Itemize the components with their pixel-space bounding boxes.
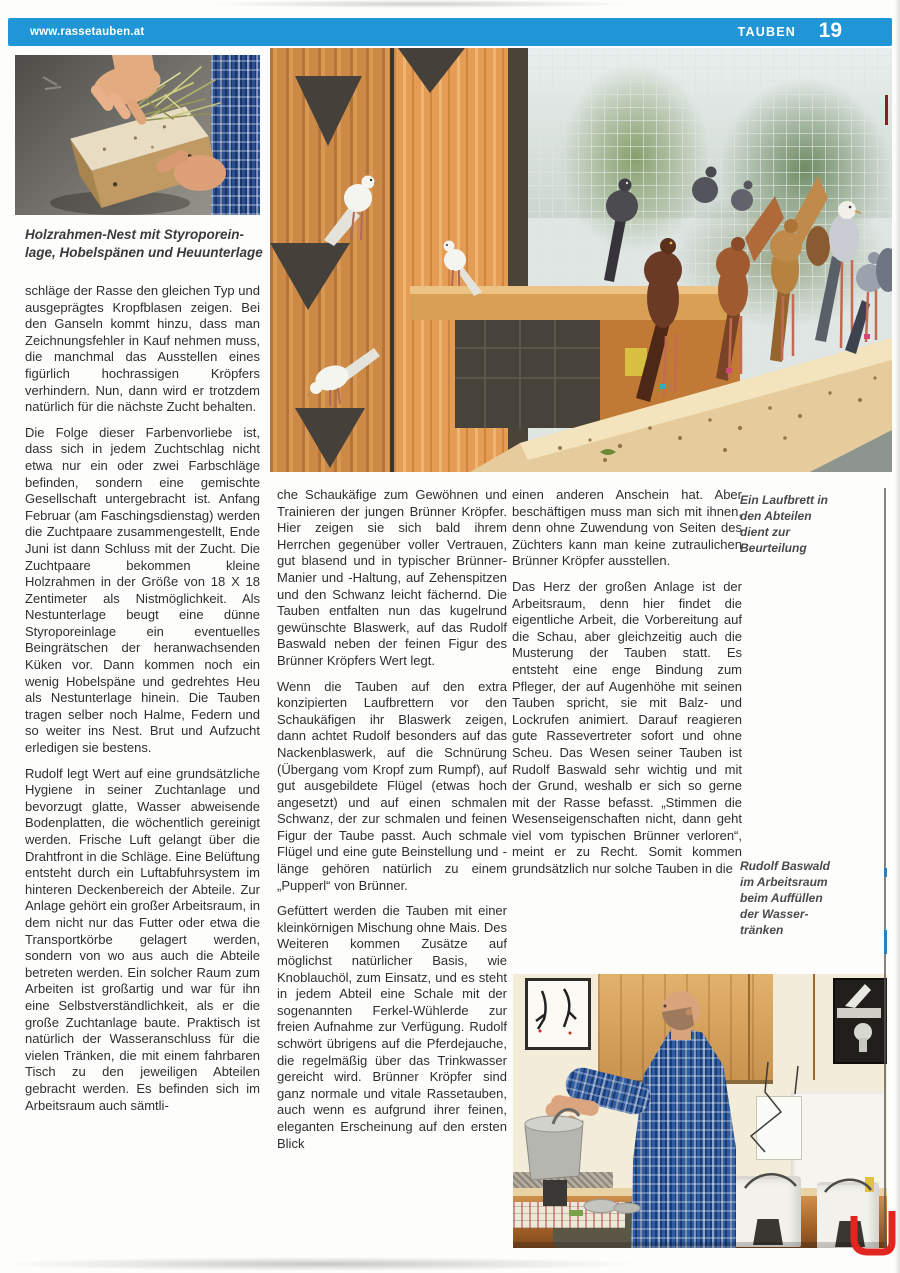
- man-head: [662, 991, 700, 1040]
- sponge: [569, 1210, 583, 1216]
- paragraph: Gefüttert werden die Tauben mit einer kleinkörnigen Mischung ohne Mais. Des Weiteren kommen Zusätze auf möglichst natürlicher Basis, wie Knoblauchöl, zum Einsatz, und es steht in jedem Abteil eine Schale mit der sogenannten Ferkel-Wühlerde zur freien Aufnahme zur Verfügung. Rudolf schwört übrigens auf die Pferdejauche, die regelmäßig über das Trinkwasser gereicht wird. Brünner Kröpfer sind ganz normale und vitale Rassetauben, auch wenn es aufgrund ihrer feinen, eleganten Erscheinung auf den ersten Blick: [277, 903, 507, 1151]
- nest-photo: [15, 55, 260, 215]
- pigeon-dark-gray: [604, 179, 638, 283]
- paragraph: Wenn die Tauben auf den extra konzipierten Laufbrettern vor den Schaukäfigen ihr Blaswerk zeigen, dann achtet Rudolf besonders auf das Nackenblaswerk, auf die Schnürung (Übergang vom Kropf zum Rumpf), auf gut ausgebildete Flügel (etwas hoch angesetzt) und auf einen schmalen Schwanz, der zur schmalen und feinen Figur der Taube passt. Auch schmale Flügel und eine gute Beinstellung und -länge gehören natürlich zu einem „Pupperl“ von Brünner.: [277, 678, 507, 893]
- blue-scan-mark: [884, 930, 887, 954]
- blue-scan-mark: [884, 868, 887, 877]
- red-registration-dash: [885, 95, 888, 125]
- nest-photo-caption: Holzrahmen-Nest mit Styroporeinlage, Hobelspänen und Heuunterlage: [25, 227, 263, 260]
- paragraph: schläge der Rasse den gleichen Typ und ausgeprägtes Kropfblasen zeigen. Bei den Ganseln kommt hinzu, dass man Zeichnungsfehler in Kauf nehmen muss, die manchmal das Ausstellen eines figürlich hochrassigen Kröpfers verhindern. Nun, dann wird er trotzdem natürlich für die nächste Zucht behalten.: [25, 283, 260, 415]
- page-number: 19: [818, 19, 842, 42]
- bucket-handle: [745, 1174, 796, 1188]
- scan-smudge: [205, 0, 635, 8]
- text-column-1: [25, 283, 260, 1123]
- paragraph: che Schaukäfige zum Gewöhnen und Trainieren der jungen Brünner Kröpfer. Hier zeigen sie sich bald ihrem Herrchen gegenüber voller Vertrauen, gut blasend und in typischer Brünner-Manier und -Haltung, auf Zehenspitzen und den Schwanz leicht fächernd. Die Tauben entfalten nun das kugelrund gewünschte Blaswerk, auf das Rudolf Baswald neben der feinen Figur des Brünner Kröpfers Wert legt.: [277, 487, 507, 668]
- paragraph: Das Herz der großen Anlage ist der Arbeitsraum, denn hier findet die eigentliche Arbeit, die Vorbereitung auf die Schau, aber gleichzeitig auch die Musterung der Tauben statt. Es entsteht eine enge Bindung zum Pfleger, der auf Augenhöhe mit seinen Tauben spricht, sie mit Balz- und Lockrufen animiert. Darauf reagieren gute Rassevertreter sofort und ohne Scheu. Das Wesen seiner Tauben ist Rudolf Baswald sehr wichtig und mit der Grund, weshalb er sich so gerne mit der Rasse befasst. „Stimmen die Wesenseigenschaften nicht, dann geht viel vom typischen Brünner verloren“, meint er zu Recht. Somit kommen grundsätzlich nur solche Tauben in die: [512, 578, 742, 877]
- metal-bowl: [614, 1203, 640, 1213]
- metal-bowl: [584, 1200, 618, 1213]
- aviary-illustration: [270, 48, 892, 472]
- cable: [751, 1062, 781, 1152]
- pigeon-dark-gray-pair: [692, 167, 753, 212]
- metal-pot: [525, 1109, 583, 1206]
- website-url: www.rassetauben.at: [30, 26, 145, 38]
- text-column-3: [512, 487, 742, 887]
- pigeon-white-upper: [324, 176, 379, 247]
- nest-photo-illustration: [15, 55, 260, 215]
- header-bar: [8, 18, 892, 46]
- page-edge-shadow: [895, 0, 900, 1273]
- pigeon-partial: [806, 226, 830, 266]
- pigeon-white-pecking: [307, 348, 380, 406]
- workroom-illustration: [513, 974, 887, 1248]
- bucket-handle: [825, 1180, 871, 1192]
- section-label: TAUBEN: [737, 25, 796, 39]
- arbeitsraum-caption: Rudolf Baswald im Arbeitsraum beim Auffüllen der Wassertränken: [740, 859, 831, 937]
- red-bracket-mark: [846, 1206, 900, 1262]
- paragraph: Rudolf legt Wert auf eine grundsätzliche Hygiene in seiner Zuchtanlage und bevorzugt glatte, Wasser abweisende Bodenplatten, die wöchentlich gereinigt werden. Frische Luft gelangt über die Drahtfront in die Schläge. Eine Belüftung entsteht durch ein Luftabfuhrsystem im hinteren Deckenbereich der Abteile. Zur Anlage gehört ein großer Arbeitsraum, in dem nicht nur das Futter oder etwa die Transportkörbe gelagert werden, sondern von wo aus auch die Abteile betreten werden. Ein solcher Raum zum Arbeiten ist großartig und war für ihn eine Selbstverständlichkeit, als er die große Zuchtanlage baute. Praktisch ist natürlich der Wasseranschluss für die vielen Tränken, die mit einem fahrbaren Tisch zu den jeweiligen Abteilen gebracht werden. Es befinden sich im Arbeitsraum auch sämtli-: [25, 765, 260, 1113]
- workroom-photo: [513, 974, 887, 1248]
- vent-box: [455, 320, 600, 428]
- text-column-2: [277, 487, 507, 1161]
- floor-scratch: [43, 77, 61, 89]
- paragraph: Die Folge dieser Farbenvorliebe ist, dass sich in jedem Zuchtschlag nicht etwa nur ein oder zwei Farbschläge befinden, sondern eine gemischte Gesellschaft untergebracht ist. Anfang Februar (am Faschingsdienstag) werden die Zuchtpaare zusammengestellt, Ende Juni ist dann Schluss mit der Zucht. Die Zuchtpaare bekommen kleine Holzrahmen in der Größe von 18 X 18 Zentimeter als Nistmöglichkeit. Als Nestunterlage beugt eine dünne Styroporeinlage ein eventuelles Beingrätschen der heranwachsenden Küken vor. Dann kommen noch ein wenig Hobelspäne und gedrehtes Heu als Nestunterlage hinein. Die Tauben tragen selber noch Halme, Federn und so weiter ins Nest. Brut und Aufzucht erledigen sie bestens.: [25, 424, 260, 756]
- perch-shelves: [270, 48, 465, 468]
- laufbrett-caption: Ein Laufbrett in den Abteilen dient zur Beurteilung: [740, 493, 828, 555]
- paragraph: einen anderen Anschein hat. Aber beschäftigen muss man sich mit ihnen, denn ohne Zuwendung von Seiten des Züchters kann man keine zutraulichen Brünner Kröpfer ausstellen.: [512, 487, 742, 569]
- scan-shadow: [0, 1257, 640, 1271]
- aviary-photo: [270, 48, 892, 472]
